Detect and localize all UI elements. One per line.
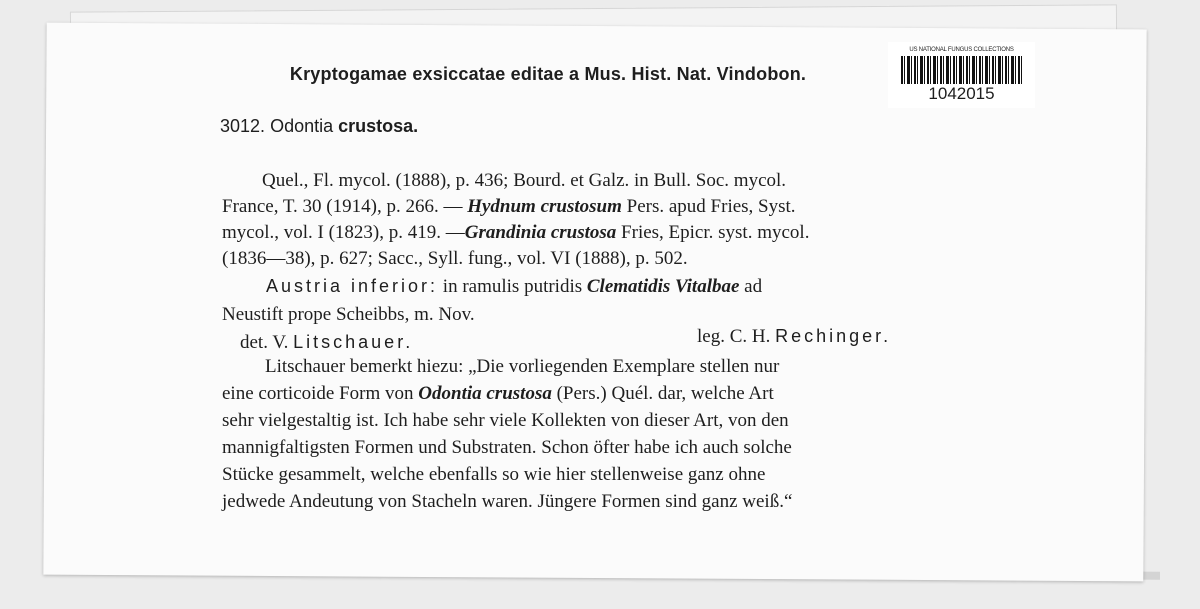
synonym-grandinia: Grandinia crustosa — [464, 222, 617, 243]
determiner-name: Litschauer. — [293, 332, 414, 352]
species-heading — [220, 116, 418, 137]
collection-title: Kryptogamae exsiccatae editae a Mus. Hist. Nat. Vindobon. — [289, 64, 807, 84]
remark-line-3: sehr vielgestaltig ist. Ich habe sehr viele Kollekten von dieser Art, von den — [222, 410, 789, 431]
locality-line-1: Austria inferior: in ramulis putridis Clematidis Vitalbae ad — [266, 276, 763, 297]
citation-line-2: France, T. 30 (1914), p. 266. — Hydnum crustosum Pers. apud Fries, Syst. — [222, 196, 796, 217]
remark-species: Odontia crustosa — [418, 383, 552, 404]
barcode-icon — [901, 56, 1023, 84]
remark-line-5: Stücke gesammelt, welche ebenfalls so wie hier stellenweise ganz ohne — [222, 464, 766, 485]
citation-line-3: mycol., vol. I (1823), p. 419. —Grandinia crustosa Fries, Epicr. syst. mycol. — [222, 222, 810, 243]
species-genus: Odontia — [270, 116, 334, 136]
citation-line-4: (1836—38), p. 627; Sacc., Syll. fung., vol. VI (1888), p. 502. — [222, 248, 688, 269]
synonym-hydnum: Hydnum crustosum — [467, 196, 622, 217]
collector-line: leg. C. H. Rechinger. — [697, 326, 892, 347]
collector-name: Rechinger. — [775, 326, 892, 346]
remark-line-6: jedwede Andeutung von Stacheln waren. Jüngere Formen sind ganz weiß.“ — [222, 491, 793, 512]
host-plant: Clematidis Vitalbae — [586, 276, 740, 297]
remark-line-2: eine corticoide Form von Odontia crustosa (Pers.) Quél. dar, welche Art — [222, 383, 774, 404]
locality-region: Austria inferior: — [266, 276, 439, 296]
barcode-number: 1042015 — [928, 84, 995, 103]
remark-line-1: Litschauer bemerkt hiezu: „Die vorliegenden Exemplare stellen nur — [265, 356, 780, 377]
barcode-label — [888, 42, 1035, 108]
citation-line-1: Quel., Fl. mycol. (1888), p. 436; Bourd. et Galz. in Bull. Soc. mycol. — [262, 170, 787, 191]
locality-line-2: Neustift prope Scheibbs, m. Nov. — [222, 304, 475, 325]
species-number: 3012. — [220, 116, 266, 136]
barcode-caption: US NATIONAL FUNGUS COLLECTIONS — [909, 47, 1014, 53]
remark-line-4: mannigfaltigsten Formen und Substraten. Schon öfter habe ich auch solche — [222, 437, 792, 458]
determiner-line: det. V. Litschauer. — [240, 332, 414, 353]
species-epithet: crustosa. — [338, 116, 419, 136]
